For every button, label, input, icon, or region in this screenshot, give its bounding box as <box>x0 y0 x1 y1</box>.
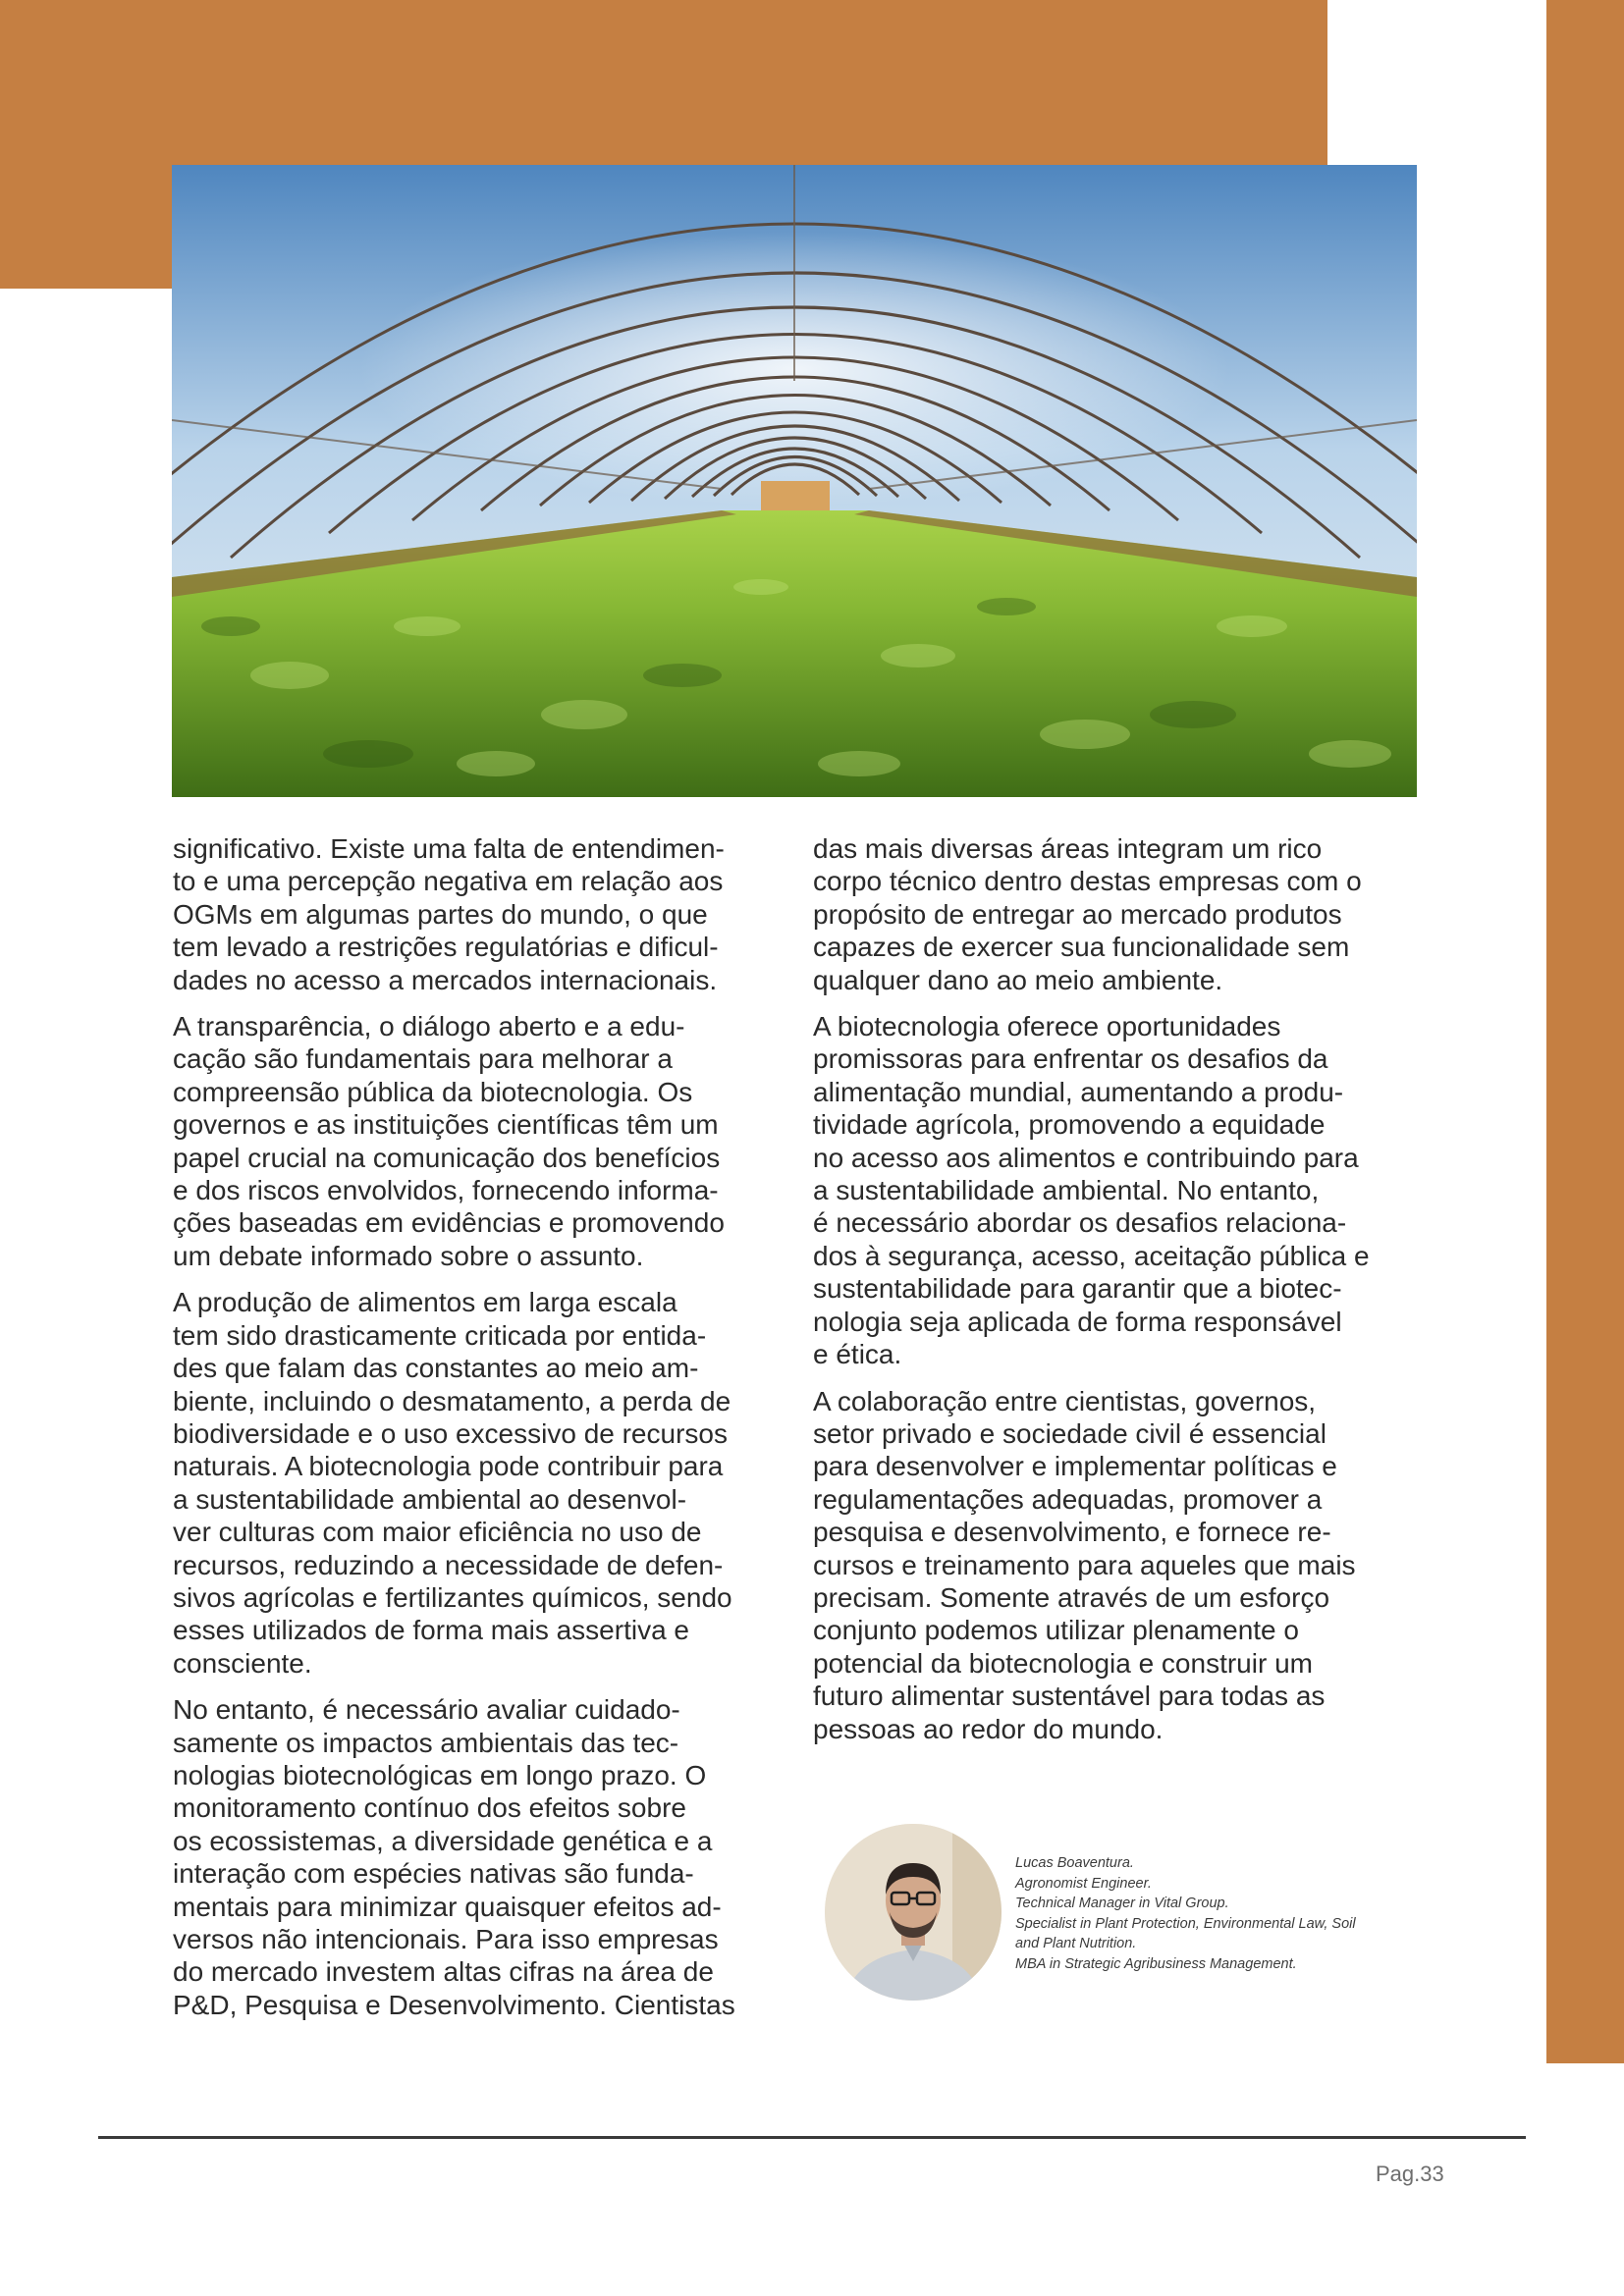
page-number: Pag.33 <box>1376 2162 1444 2186</box>
author-specialty: Specialist in Plant Protection, Environmental Law, Soil <box>1015 1915 1356 1932</box>
author-mba: MBA in Strategic Agribusiness Management. <box>1015 1955 1297 1972</box>
author-bio <box>1015 1853 1408 1975</box>
author-avatar <box>825 1824 1001 2001</box>
paragraph: significativo. Existe uma falta de entendimen- to e uma percepção negativa em relação aos OGMs em algumas partes do mundo, o que tem levado a restrições regulatórias e dificul- dades no acesso a mercados internacionais. <box>173 833 725 995</box>
author-name: Lucas Boaventura. <box>1015 1855 1134 1871</box>
article-right-column <box>813 832 1427 1759</box>
paragraph: No entanto, é necessário avaliar cuidado- samente os impactos ambientais das tec- nologias biotecnológicas em longo prazo. O monitoramento contínuo dos efeitos sobre os ecossistemas, a diversidade genética e a interação com espécies nativas são funda- mentais para minimizar quaisquer efeitos ad- versos não intencionais. Para isso empresas do mercado investem altas cifras na área de P&D, Pesquisa e Desenvolvimento. Cientistas <box>173 1694 735 2020</box>
paragraph: A transparência, o diálogo aberto e a edu- cação são fundamentais para melhorar a compreensão pública da biotecnologia. Os governos e as instituições científicas têm um papel crucial na comunicação dos benefícios e dos riscos envolvidos, fornecendo informa- ções baseadas em evidências e promovendo um debate informado sobre o assunto. <box>173 1011 725 1271</box>
paragraph: A produção de alimentos em larga escala tem sido drasticamente criticada por entida- des que falam das constantes ao meio am- biente, incluindo o desmatamento, a perda de biodiversidade e o uso excessivo de recursos naturais. A biotecnologia pode contribuir para a sustentabilidade ambiental ao desenvol- ver culturas com maior eficiência no uso de recursos, reduzindo a necessidade de defen- sivos agrícolas e fertilizantes químicos, sendo esses utilizados de forma mais assertiva e consciente. <box>173 1287 732 1679</box>
greenhouse-photo <box>172 165 1417 797</box>
paragraph: das mais diversas áreas integram um rico corpo técnico dentro destas empresas com o propósito de entregar ao mercado produtos capazes de exercer sua funcionalidade sem qualquer dano ao meio ambiente. <box>813 833 1362 995</box>
author-role: Technical Manager in Vital Group. <box>1015 1896 1229 1912</box>
author-role: Agronomist Engineer. <box>1015 1875 1152 1892</box>
paragraph: A biotecnologia oferece oportunidades promissoras para enfrentar os desafios da alimentação mundial, aumentando a produ- tividade agrícola, promovendo a equidade no acesso aos alimentos e contribuindo para a sustentabilidade ambiental. No entanto, é necessário abordar os desafios relaciona- dos à segurança, acesso, aceitação pública e sustentabilidade para garantir que a biotec- nologia seja aplicada de forma responsável e ética. <box>813 1011 1370 1370</box>
author-specialty: and Plant Nutrition. <box>1015 1936 1137 1952</box>
right-accent-band <box>1546 0 1624 2063</box>
footer-divider <box>98 2136 1526 2139</box>
paragraph: A colaboração entre cientistas, governos, setor privado e sociedade civil é essencial para desenvolver e implementar políticas e regulamentações adequadas, promover a pesquisa e desenvolvimento, e fornece re- cursos e treinamento para aqueles que mais precisam. Somente através de um esforço conjunto podemos utilizar plenamente o potencial da biotecnologia e construir um futuro alimentar sustentável para todas as pessoas ao redor do mundo. <box>813 1385 1356 1744</box>
article-left-column <box>173 832 786 2035</box>
